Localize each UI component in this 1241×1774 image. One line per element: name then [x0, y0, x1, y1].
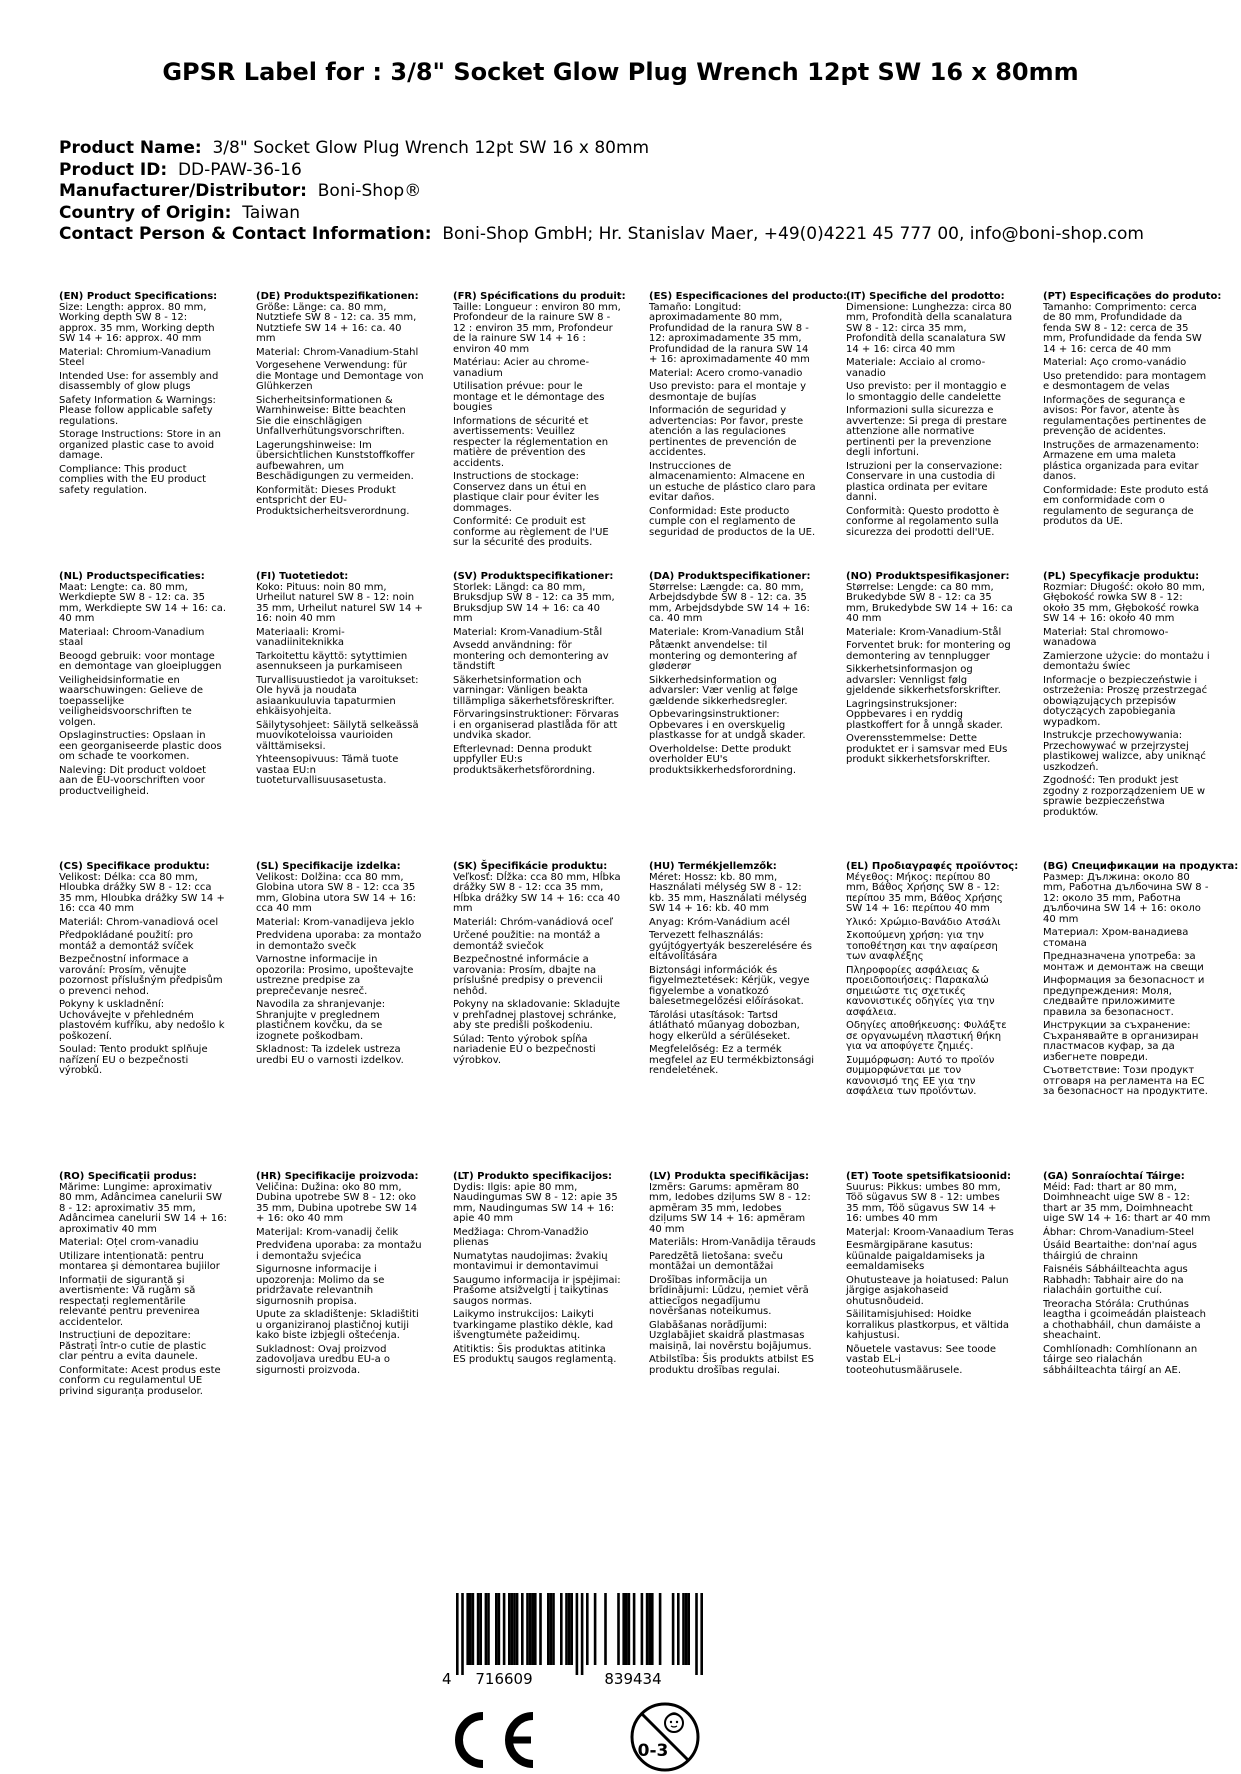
barcode-bar	[531, 1593, 534, 1665]
barcode-bar	[526, 1593, 529, 1665]
spec-line: Informations de sécurité et avertissements: Veuillez respecter la réglementation en matière de prévention des accidents.	[453, 415, 609, 469]
spec-line: Nõuetele vastavus: See toode vastab EL-i tooteohutusmäärusele.	[846, 1343, 997, 1376]
barcode-bars	[456, 1593, 703, 1675]
spec-line: Materiaal: Chroom-Vanadium staal	[59, 626, 205, 648]
spec-row	[59, 862, 1239, 1172]
spec-line: Tárolási utasítások: Tartsd átlátható műanyag dobozban, hogy elkerüld a sérüléseket.	[649, 1009, 800, 1042]
barcode-bar	[594, 1593, 597, 1665]
spec-line: Eesmärgipärane kasutus: küünalde paigaldamiseks ja eemaldamiseks	[846, 1240, 986, 1272]
barcode-bar	[682, 1593, 685, 1665]
barcode-bar	[547, 1593, 550, 1665]
spec-block	[649, 572, 817, 779]
spec-line: Информация за безопасност и предупреждения: Моля, следвайте приложимите правила за безопасност.	[1043, 975, 1205, 1018]
spec-line: Predviđena uporaba: za montažu i demontažu svjećica	[256, 1240, 422, 1262]
spec-line: Informazioni sulla sicurezza e avvertenze: Si prega di prestare attenzione alle normative pertinenti per la prevenzione degli infortuni.	[846, 405, 1007, 458]
spec-line: Conformidad: Este producto cumple con el reglamento de seguridad de productos de la UE.	[649, 505, 816, 538]
info-label: Product Name:	[59, 138, 202, 158]
spec-line: Material: Krom-vanadijeva jeklo	[256, 916, 415, 928]
spec-line: Predvidena uporaba: za montažo in demontažo svečk	[256, 930, 422, 952]
spec-line: Naleving: Dit product voldoet aan de EU-voorschriften voor productveiligheid.	[59, 764, 207, 797]
spec-line: Dydis: Ilgis: apie 80 mm, Naudingumas SW 8 - 12: apie 35 mm, Naudingumas SW 14 + 16: apie 40 mm	[453, 1181, 618, 1224]
spec-line: Drošības informācija un brīdinājumi: Lūdzu, ņemiet vērā attiecīgos negadījumu novēršanas noteikumus.	[649, 1274, 809, 1317]
barcode-bar	[677, 1593, 680, 1665]
spec-block	[1043, 1172, 1211, 1379]
spec-heading: (ES) Especificaciones del producto:	[649, 291, 848, 302]
spec-line: Veličina: Dužina: oko 80 mm, Dubina upotrebe SW 8 - 12: oko 35 mm, Dubina upotrebe SW 14 + 16: oko 40 mm	[256, 1181, 418, 1224]
spec-line: Zgodność: Ten produkt jest zgodny z rozporządzeniem UE w sprawie bezpieczeństwa produktów.	[1043, 775, 1206, 818]
spec-row	[59, 1172, 1239, 1472]
spec-line: Suurus: Pikkus: umbes 80 mm, Töö sügavus SW 8 - 12: umbes 35 mm, Töö sügavus SW 14 + 16: umbes 40 mm	[846, 1181, 1001, 1224]
spec-block	[59, 1172, 227, 1400]
spec-line: Předpokládané použití: pro montáž a demontáž svíček	[59, 930, 194, 952]
barcode-bar	[469, 1593, 472, 1665]
spec-line: Súlad: Tento výrobok spĺňa nariadenie EÚ o bezpečnosti výrobkov.	[453, 1033, 596, 1066]
spec-line: Instrucțiuni de depozitare: Păstrați într-o cutie de plastic clar pentru a evita daunele.	[59, 1330, 207, 1362]
spec-block	[59, 572, 227, 800]
spec-block	[256, 292, 424, 520]
barcode-bar	[641, 1593, 644, 1665]
spec-line: Materiał: Stal chromowo-wanadowa	[1043, 626, 1169, 648]
spec-block	[453, 572, 621, 779]
spec-line: Treoracha Stórála: Cruthúnas leagtha i gcoimeádán plaisteach a chothabháil, chun damáiste a sheachaint.	[1043, 1298, 1206, 1341]
spec-line: Πληροφορίες ασφάλειας & προειδοποιήσεις: Παρακαλώ σημειώστε τις σχετικές κανονιστικές οδηγίες για την ασφάλεια.	[846, 964, 995, 1018]
spec-line: Tervezett felhasználás: gyújtógyertyák beszerelésére és eltávolítására	[649, 930, 812, 962]
spec-line: Materiál: Chrom-vanadiová ocel	[59, 916, 219, 928]
spec-line: Numatytas naudojimas: žvakių montavimui ir demontavimui	[453, 1250, 608, 1272]
spec-line: Skladnost: Ta izdelek ustreza uredbi EU o varnosti izdelkov.	[256, 1044, 404, 1066]
product-info	[59, 138, 1199, 246]
barcode-bar	[560, 1593, 563, 1665]
spec-line: Tarkoitettu käyttö: sytyttimien asennukseen ja purkamiseen	[256, 650, 408, 672]
spec-line: Materiale: Krom-Vanadium-Stål	[846, 626, 1002, 638]
spec-line: Safety Information & Warnings: Please follow applicable safety regulations.	[59, 394, 216, 427]
spec-line: Σκοπούμενη χρήση: για την τοποθέτηση και την αφαίρεση των αναφλέξης	[846, 930, 998, 962]
spec-line: Yhteensopivuus: Tämä tuote vastaa EU:n tuoteturvallisuusasetusta.	[256, 754, 399, 786]
info-value: Boni-Shop®	[317, 181, 422, 201]
spec-line: Úsáid Beartaithe: don'naí agus tháirgiú de chrainn	[1043, 1240, 1197, 1262]
spec-line: Instruções de armazenamento: Armazene em uma maleta plástica organizada para evitar danos.	[1043, 439, 1200, 482]
spec-line: Conformité: Ce produit est conforme au règlement de l'UE sur la sécurité des produits.	[453, 516, 609, 548]
spec-line: Lagerungshinweise: Im übersichtlichen Kunststoffkoffer aufbewahren, um Beschädigungen zu vermeiden.	[256, 439, 415, 482]
spec-block	[256, 862, 424, 1069]
spec-line: Size: Length: approx. 80 mm, Working depth SW 8 - 12: approx. 35 mm, Working depth SW 14 + 16: approx. 40 mm	[59, 301, 215, 344]
barcode-bar	[687, 1593, 690, 1665]
spec-row	[59, 572, 1239, 862]
spec-line: Bezpečnostní informace a varování: Prosím, věnujte pozornost příslušným předpisům o prevenci nehod.	[59, 954, 223, 997]
spec-line: Tamaño: Longitud: aproximadamente 80 mm, Profundidad de la ranura SW 8 - 12: aproximadamente 35 mm, Profundidad de la ranura SW 14 + 16: aproximadamente 40 mm	[649, 301, 810, 365]
spec-line: Matériau: Acier au chrome-vanadium	[453, 357, 590, 379]
spec-block	[846, 861, 1019, 1101]
spec-line: Utilizare intenționată: pentru montarea și demontarea bujiilor	[59, 1250, 220, 1272]
spec-heading: (PL) Specyfikacje produktu:	[1043, 571, 1200, 582]
spec-block	[453, 1172, 621, 1369]
spec-heading: (CS) Specifikace produktu:	[59, 861, 210, 872]
spec-line: Upute za skladištenje: Skladištiti u organiziranoj plastičnoj kutiji kako biste izbjegli oštećenja.	[256, 1309, 419, 1341]
info-country-of-origin	[59, 203, 1199, 225]
spec-line: Größe: Länge: ca. 80 mm, Nutztiefe SW 8 - 12: ca. 35 mm, Nutztiefe SW 14 + 16: ca. 40 mm	[256, 301, 417, 344]
barcode-bar	[456, 1593, 459, 1675]
barcode-bar	[503, 1593, 506, 1665]
spec-line: Intended Use: for assembly and disassembly of glow plugs	[59, 370, 219, 392]
spec-line: Materiale: Acciaio al cromo-vanadio	[846, 357, 986, 379]
spec-block	[1043, 861, 1239, 1101]
spec-line: Συμμόρφωση: Αυτό το προϊόν συμμορφώνεται με τον κανονισμό της ΕΕ για την ασφάλεια των προϊόντων.	[846, 1054, 995, 1097]
spec-line: Bezpečnostné informácie a varovania: Prosím, dbajte na príslušné predpisy o prevencii nehôd.	[453, 954, 603, 997]
spec-line: Storlek: Längd: ca 80 mm, Bruksdjup SW 8 - 12: ca 35 mm, Bruksdjup SW 14 + 16: ca 40 mm	[453, 581, 615, 624]
info-value: DD-PAW-36-16	[177, 159, 302, 180]
spec-line: Opbevaringsinstruktioner: Opbevares i en overskuelig plastkasse for at undgå skader.	[649, 709, 806, 741]
barcode-bar	[466, 1593, 469, 1665]
spec-line: Beoogd gebruik: voor montage en demontage van gloeipluggen	[59, 650, 222, 672]
spec-heading: (PT) Especificações do produto:	[1043, 291, 1222, 302]
barcode-group-left: 716609	[475, 1670, 533, 1688]
spec-line: Laikymo instrukcijos: Laikyti tvarkingame plastiko dėkle, kad išvengtumėte pažeidimų.	[453, 1309, 614, 1341]
spec-line: Pokyny k uskladnění: Uchovávejte v přehledném plastovém kufříku, aby nedošlo k poškození.	[59, 999, 225, 1042]
barcode-bar	[570, 1593, 573, 1665]
spec-heading: (DE) Produktspezifikationen:	[256, 291, 419, 302]
spec-line: Maat: Lengte: ca. 80 mm, Werkdiepte SW 8 - 12: ca. 35 mm, Werkdiepte SW 14 + 16: ca. 40 mm	[59, 581, 227, 624]
spec-heading: (HR) Specifikacije proizvoda:	[256, 1171, 419, 1182]
barcode-bar	[508, 1593, 511, 1665]
spec-block	[453, 862, 621, 1069]
barcode-group-right: 839434	[604, 1670, 662, 1688]
spec-line: Ábhar: Chrom-Vanadium-Steel	[1043, 1226, 1195, 1238]
spec-line: Storage Instructions: Store in an organized plastic case to avoid damage.	[59, 429, 221, 461]
spec-line: Материал: Хром-ванадиева стомана	[1043, 927, 1189, 949]
spec-line: Conformità: Questo prodotto è conforme al regolamento sulla sicurezza dei prodotti dell'UE.	[846, 505, 1000, 538]
spec-line: Atbilstība: Šis produkts atbilst ES produktu drošības regulai.	[649, 1354, 815, 1376]
barcode	[438, 1593, 743, 1688]
barcode-bar	[648, 1593, 651, 1665]
spec-line: Størrelse: Længde: ca. 80 mm, Arbejdsdybde SW 8 - 12: ca. 35 mm, Arbejdsdybde SW 14 + 16: ca. 40 mm	[649, 581, 810, 624]
spec-line: Informações de segurança e avisos: Por favor, atente às regulamentações pertinentes de prevenção de acidentes.	[1043, 394, 1207, 437]
barcode-bar	[565, 1593, 568, 1665]
info-value: Boni-Shop GmbH; Hr. Stanislav Maer, +49(0)4221 45 777 00, info@boni-shop.com	[442, 224, 1144, 244]
spec-heading: (SK) Špecifikácie produktu:	[453, 861, 608, 872]
spec-block	[256, 572, 424, 790]
barcode-bar	[550, 1593, 553, 1665]
barcode-bar	[622, 1593, 625, 1665]
spec-line: Dimensione: Lunghezza: circa 80 mm, Profondità della scanalatura SW 8 - 12: circa 35 mm, Profondità della scanalatura SW 14 + 16: circa 40 mm	[846, 301, 1013, 355]
spec-line: Förvaringsinstruktioner: Förvaras i en organiserad plastlåda för att undvika skador.	[453, 709, 619, 741]
info-label: Country of Origin:	[59, 202, 232, 223]
spec-line: Säilytysohjeet: Säilytä selkeässä muovikoteloissa vaurioiden välttämiseksi.	[256, 719, 419, 752]
spec-line: Avsedd användning: för montering och demontering av tändstift	[453, 640, 609, 672]
barcode-bar	[461, 1593, 464, 1675]
barcode-bar	[534, 1593, 537, 1665]
spec-line: Konformität: Dieses Produkt entspricht der EU-Produktsicherheitsverordnung.	[256, 484, 410, 517]
spec-heading: (DA) Produktspecifikationer:	[649, 571, 811, 582]
spec-line: Méret: Hossz: kb. 80 mm, Használati mélység SW 8 - 12: kb. 35 mm, Használati mélység SW 14 + 16: kb. 40 mm	[649, 871, 807, 914]
barcode-bar	[685, 1593, 688, 1665]
spec-line: Materiaali: Kromi-vanadiiniteknikka	[256, 626, 345, 648]
spec-block	[846, 572, 1014, 769]
barcode-bar	[581, 1593, 584, 1675]
spec-line: Veľkosť: Dĺžka: cca 80 mm, Hĺbka drážky SW 8 - 12: cca 35 mm, Hĺbka drážky SW 14 + 16: cca 40 mm	[453, 871, 621, 914]
info-manufacturer	[59, 181, 1199, 203]
barcode-bar	[586, 1593, 589, 1665]
spec-line: Varnostne informacije in opozorila: Prosimo, upoštevajte ustrezne predpise za preprečevanje nesreč.	[256, 954, 414, 997]
spec-line: Taille: Longueur : environ 80 mm, Profondeur de la rainure SW 8 - 12 : environ 35 mm, Profondeur de la rainure SW 14 + 16 : environ 40 mm	[453, 301, 621, 355]
barcode-bar	[516, 1593, 519, 1665]
spec-heading: (NL) Productspecificaties:	[59, 571, 205, 582]
spec-line: Koko: Pituus: noin 80 mm, Urheilut naturel SW 8 - 12: noin 35 mm, Urheilut naturel SW 14 + 16: noin 40 mm	[256, 581, 423, 624]
spec-line: Μέγεθος: Μήκος: περίπου 80 mm, Βάθος Χρήσης SW 8 - 12: περίπου 35 mm, Βάθος Χρήσης SW 14 + 16: περίπου 40 mm	[846, 871, 1003, 914]
spec-line: Vorgesehene Verwendung: für die Montage und Demontage von Glühkerzen	[256, 360, 424, 392]
barcode-bar	[700, 1593, 703, 1675]
spec-heading: (LT) Produkto specifikacijos:	[453, 1171, 613, 1182]
info-label: Manufacturer/Distributor:	[59, 181, 307, 201]
spec-line: Atitiktis: Šis produktas atitinka ES produktų saugos reglamentą.	[453, 1343, 617, 1365]
info-value: Taiwan	[242, 202, 301, 223]
info-value: 3/8" Socket Glow Plug Wrench 12pt SW 16 x 80mm	[212, 138, 650, 158]
spec-grid	[59, 292, 1239, 1472]
spec-line: Material: Chromium-Vanadium Steel	[59, 346, 211, 368]
spec-line: Compliance: This product complies with the EU product safety regulation.	[59, 463, 207, 496]
spec-heading: (SV) Produktspecifikationer:	[453, 571, 614, 582]
barcode-bar	[521, 1593, 524, 1665]
spec-line: Ohutusteave ja hoiatused: Palun järgige asjakohaseid ohutusnõudeid.	[846, 1274, 1009, 1307]
spec-heading: (LV) Produkta specifikācijas:	[649, 1171, 809, 1182]
spec-heading: (FI) Tuotetiedot:	[256, 571, 349, 582]
spec-line: Istruzioni per la conservazione: Conservare in una custodia di plastica ordinata per evitare danni.	[846, 460, 1003, 503]
spec-line: Turvallisuustiedot ja varoitukset: Ole hyvä ja noudata asiaankuuluvia tapaturmien ehkäisyohjeita.	[256, 674, 419, 717]
barcode-bar	[628, 1593, 631, 1665]
spec-line: Glabāšanas norādījumi: Uzglabājiet skaidrā plastmasas maisiņā, lai novērstu bojājumus.	[649, 1319, 812, 1352]
spec-line: Material: Aço cromo-vanádio	[1043, 357, 1187, 368]
spec-line: Størrelse: Lengde: ca 80 mm, Brukedybde SW 8 - 12: ca 35 mm, Brukedybde SW 14 + 16: ca 40 mm	[846, 581, 1013, 624]
spec-row	[59, 292, 1239, 572]
spec-line: Υλικό: Χρώμιο-Βανάδιο Ατσάλι	[846, 916, 1001, 928]
spec-block	[649, 862, 817, 1080]
spec-heading: (EN) Product Specifications:	[59, 291, 218, 302]
spec-line: Размер: Дължина: около 80 mm, Работна дълбочина SW 8 - 12: около 35 mm, Работна дълбочина SW 14 + 16: около 40 mm	[1043, 871, 1209, 925]
barcode-bar	[625, 1593, 628, 1665]
page-title: GPSR Label for : 3/8" Socket Glow Plug Wrench 12pt SW 16 x 80mm	[162, 58, 1079, 86]
spec-line: Sikkerhetsinformasjon og advarsler: Vennligst følg gjeldende sikkerhetsforskrifter.	[846, 664, 1001, 696]
spec-block	[453, 291, 626, 552]
spec-line: Utilisation prévue: pour le montage et le démontage des bougies	[453, 381, 605, 413]
spec-line: Información de seguridad y advertencias: Por favor, preste atención a las regulaciones pertinentes de prevención de accidentes.	[649, 405, 804, 458]
spec-line: Materiale: Krom-Vanadium Stål	[649, 626, 804, 638]
spec-line: Zamierzone użycie: do montażu i demontażu świec	[1043, 650, 1210, 672]
spec-line: Предназначена употреба: за монтаж и демонтаж на свещи	[1043, 951, 1204, 973]
spec-heading: (HU) Termékjellemzők:	[649, 861, 777, 872]
barcode-bar	[477, 1593, 480, 1665]
age-label: 0-3	[637, 1741, 669, 1761]
spec-line: Medžiaga: Chrom-Vanadžio plienas	[453, 1226, 589, 1248]
spec-line: Navodila za shranjevanje: Shranjujte v preglednem plastičnem kovčku, da se izognete poškodbam.	[256, 999, 386, 1042]
barcode-bar	[495, 1593, 498, 1665]
barcode-bar	[552, 1593, 555, 1665]
barcode-first-digit: 4	[442, 1670, 452, 1688]
spec-line: Izmērs: Garums: apmēram 80 mm, Iedobes dziļums SW 8 - 12: apmēram 35 mm, Iedobes dziļums SW 14 + 16: apmēram 40 mm	[649, 1181, 811, 1235]
not-for-children-0-3-icon	[628, 1700, 702, 1774]
spec-heading: (NO) Produktspesifikasjoner:	[846, 571, 1010, 582]
spec-line: Instructions de stockage: Conservez dans un étui en plastique clair pour éviter les dommages.	[453, 471, 600, 514]
spec-line: Material: Chrom-Vanadium-Stahl	[256, 346, 419, 358]
barcode-bar	[513, 1593, 516, 1665]
spec-line: Pokyny na skladovanie: Skladujte v prehľadnej plastovej schránke, aby ste predišli poškodeniu.	[453, 999, 621, 1031]
spec-line: Overholdelse: Dette produkt overholder EU's produktsikkerhedsforordning.	[649, 743, 797, 776]
barcode-bar	[487, 1593, 490, 1665]
info-contact	[59, 224, 1199, 246]
spec-line: Informacje o bezpieczeństwie i ostrzeżenia: Proszę przestrzegać obowiązujących przepisów dotyczących zapobiegania wypadkom.	[1043, 674, 1208, 728]
spec-heading: (BG) Спецификации на продукта:	[1043, 861, 1239, 872]
spec-heading: (GA) Sonraíochtaí Táirge:	[1043, 1171, 1185, 1182]
spec-line: Materijal: Krom-vanadij čelik	[256, 1226, 399, 1238]
spec-block	[59, 862, 227, 1080]
spec-line: Uso previsto: per il montaggio e lo smontaggio delle candelette	[846, 381, 1007, 403]
spec-line: Säkerhetsinformation och varningar: Vänligen beakta tillämpliga säkerhetsföreskrifter.	[453, 674, 615, 707]
info-product-name	[59, 138, 1199, 160]
barcode-bar	[576, 1593, 579, 1675]
spec-heading: (IT) Specifiche del prodotto:	[846, 291, 1005, 302]
spec-line: Sukladnost: Ovaj proizvod zadovoljava uredbu EU-a o sigurnosti proizvoda.	[256, 1343, 391, 1376]
spec-line: Instrukcje przechowywania: Przechowywać w przejrzystej plastikowej walizce, aby uniknąć uszkodzeń.	[1043, 730, 1206, 773]
barcode-bar	[511, 1593, 514, 1665]
spec-block	[846, 1172, 1014, 1379]
spec-block	[1043, 291, 1222, 531]
spec-line: Rozmiar: Długość: około 80 mm, Głębokość rowka SW 8 - 12: około 35 mm, Głębokość rowka SW 14 + 16: około 40 mm	[1043, 581, 1205, 624]
spec-heading: (EL) Προδιαγραφές προϊόντος:	[846, 861, 1019, 872]
spec-line: Biztonsági információk és figyelmeztetések: Kérjük, vegye figyelembe a vonatkozó balesetmegelőzési előírásokat.	[649, 964, 810, 1007]
barcode-bar	[672, 1593, 675, 1665]
barcode-bar	[604, 1593, 607, 1665]
spec-line: Material: Acero cromo-vanadio	[649, 367, 803, 379]
spec-block	[59, 292, 227, 499]
barcode-bar	[651, 1593, 654, 1665]
spec-line: Sigurnosne informacije i upozorenja: Molimo da se pridržavate relevantnih sigurnosnih propisa.	[256, 1264, 385, 1307]
spec-line: Lagringsinstruksjoner: Oppbevares i en ryddig plastkoffert for å unngå skader.	[846, 698, 1003, 731]
barcode-bar	[539, 1593, 542, 1665]
spec-line: Sicherheitsinformationen & Warnhinweise: Bitte beachten Sie die einschlägigen Unfallverhütungsvorschriften.	[256, 394, 406, 437]
barcode-bar	[472, 1593, 475, 1665]
spec-line: Conformidade: Este produto está em conformidade com o regulamento de segurança de produtos da UE.	[1043, 484, 1209, 527]
spec-line: Velikost: Délka: cca 80 mm, Hloubka drážky SW 8 - 12: cca 35 mm, Hloubka drážky SW 14 + 16: cca 40 mm	[59, 871, 225, 914]
spec-line: Uso pretendido: para montagem e desmontagem de velas	[1043, 370, 1207, 392]
spec-line: Инструкции за съхранение: Съхранявайте в организиран пластмасов куфар, за да избегнете повреди.	[1043, 1020, 1199, 1063]
spec-block	[256, 1172, 424, 1379]
spec-line: Sikkerhedsinformation og advarsler: Vær venlig at følge gældende sikkerhedsregler.	[649, 674, 798, 707]
spec-heading: (RO) Specificații produs:	[59, 1171, 197, 1182]
spec-block	[649, 291, 848, 541]
spec-line: Material: Krom-Vanadium-Stål	[453, 626, 603, 638]
spec-block	[846, 292, 1014, 541]
barcode-bar	[695, 1593, 698, 1675]
spec-line: Οδηγίες αποθήκευσης: Φυλάξτε σε οργανωμένη πλαστική θήκη για να αποφύγετε ζημιές.	[846, 1020, 1007, 1052]
spec-line: Comhlíonadh: Comhlíonann an táirge seo rialachán sábháilteachta táirgí an AE.	[1043, 1343, 1198, 1376]
spec-line: Material: Oțel crom-vanadiu	[59, 1237, 199, 1248]
spec-line: Conformitate: Acest produs este conform cu regulamentul UE privind siguranța produselor.	[59, 1364, 221, 1397]
spec-heading: (ET) Toote spetsifikatsioonid:	[846, 1171, 1012, 1182]
spec-line: Velikost: Dolžina: cca 80 mm, Globina utora SW 8 - 12: cca 35 mm, Globina utora SW 14 + 16: cca 40 mm	[256, 871, 417, 914]
spec-line: Tamanho: Comprimento: cerca de 80 mm, Profundidade da fenda SW 8 - 12: cerca de 35 mm, Profundidade da fenda SW 14 + 16: cerca de 40 mm	[1043, 301, 1202, 355]
barcode-bar	[568, 1593, 571, 1665]
barcode-bar	[617, 1593, 620, 1665]
spec-block	[1043, 572, 1211, 821]
barcode-bar	[485, 1593, 488, 1665]
spec-line: Съответствие: Този продукт отговаря на регламента на ЕС за безопасност на продуктите.	[1043, 1065, 1208, 1097]
spec-line: Informații de siguranță și avertismente: Vă rugăm să respectați reglementările relevante pentru prevenirea accidentelor.	[59, 1274, 200, 1328]
ce-mark-icon	[455, 1710, 545, 1770]
barcode-bar	[498, 1593, 501, 1665]
spec-block	[649, 1172, 817, 1379]
barcode-bar	[646, 1593, 649, 1665]
spec-line: Säilitamisjuhised: Hoidke korralikus plastkorpus, et vältida kahjustusi.	[846, 1309, 1010, 1341]
barcode-bar	[479, 1593, 482, 1665]
spec-line: Materiál: Chróm-vanádiová oceľ	[453, 916, 614, 928]
barcode-bar	[529, 1593, 532, 1665]
spec-heading: (FR) Spécifications du produit:	[453, 291, 626, 302]
spec-line: Megfelelőség: Ez a termék megfelel az EU termékbiztonsági rendeletének.	[649, 1044, 815, 1076]
spec-line: Méid: Fad: thart ar 80 mm, Doimhneacht uige SW 8 - 12: thart ar 35 mm, Doimhneacht uige SW 14 + 16: thart ar 40 mm	[1043, 1181, 1211, 1224]
barcode-bar	[633, 1593, 636, 1665]
spec-line: Påtænkt anvendelse: til montering og demontering af gløderør	[649, 640, 797, 672]
spec-line: Instrucciones de almacenamiento: Almacene en un estuche de plástico claro para evitar daños.	[649, 460, 816, 503]
info-label: Product ID:	[59, 159, 168, 180]
spec-line: Materiāls: Hrom-Vanādija tērauds	[649, 1237, 816, 1248]
spec-line: Saugumo informacija ir įspėjimai: Prašome atsižvelgti į taikytinas saugos normas.	[453, 1274, 621, 1307]
spec-line: Soulad: Tento produkt splňuje nařízení EU o bezpečnosti výrobků.	[59, 1044, 208, 1076]
spec-line: Materjal: Kroom-Vanaadium Teras	[846, 1226, 1014, 1238]
spec-line: Faisnéis Sábháilteachta agus Rabhadh: Tabhair aire do na rialacháin gortuithe cuí.	[1043, 1264, 1188, 1296]
spec-line: Opslaginstructies: Opslaan in een georganiseerde plastic doos om schade te voorkomen.	[59, 730, 222, 762]
spec-line: Mărime: Lungime: aproximativ 80 mm, Adâncimea canelurii SW 8 - 12: aproximativ 35 mm, Adâncimea canelurii SW 14 + 16: aproximativ 40 mm	[59, 1181, 228, 1235]
spec-line: Efterlevnad: Denna produkt uppfyller EU:s produktsäkerhetsförordning.	[453, 743, 596, 776]
spec-line: Veiligheidsinformatie en waarschuwingen: Gelieve de toepasselijke veiligheidsvoorschriften te volgen.	[59, 674, 203, 728]
spec-line: Určené použitie: na montáž a demontáž sviečok	[453, 930, 601, 952]
spec-line: Anyag: Króm-Vanádium acél	[649, 916, 791, 928]
info-label: Contact Person & Contact Information:	[59, 224, 432, 244]
spec-heading: (SL) Specifikacije izdelka:	[256, 861, 401, 872]
spec-line: Paredzētā lietošana: sveču montāžai un demontāžai	[649, 1250, 783, 1272]
spec-line: Forventet bruk: for montering og demontering av tennplugger	[846, 640, 1011, 662]
spec-line: Uso previsto: para el montaje y desmontaje de bujías	[649, 381, 806, 403]
info-product-id	[59, 160, 1199, 182]
spec-line: Overensstemmelse: Dette produktet er i samsvar med EUs produkt sikkerhetsforskrifter.	[846, 733, 1008, 765]
barcode-bar	[659, 1593, 662, 1665]
